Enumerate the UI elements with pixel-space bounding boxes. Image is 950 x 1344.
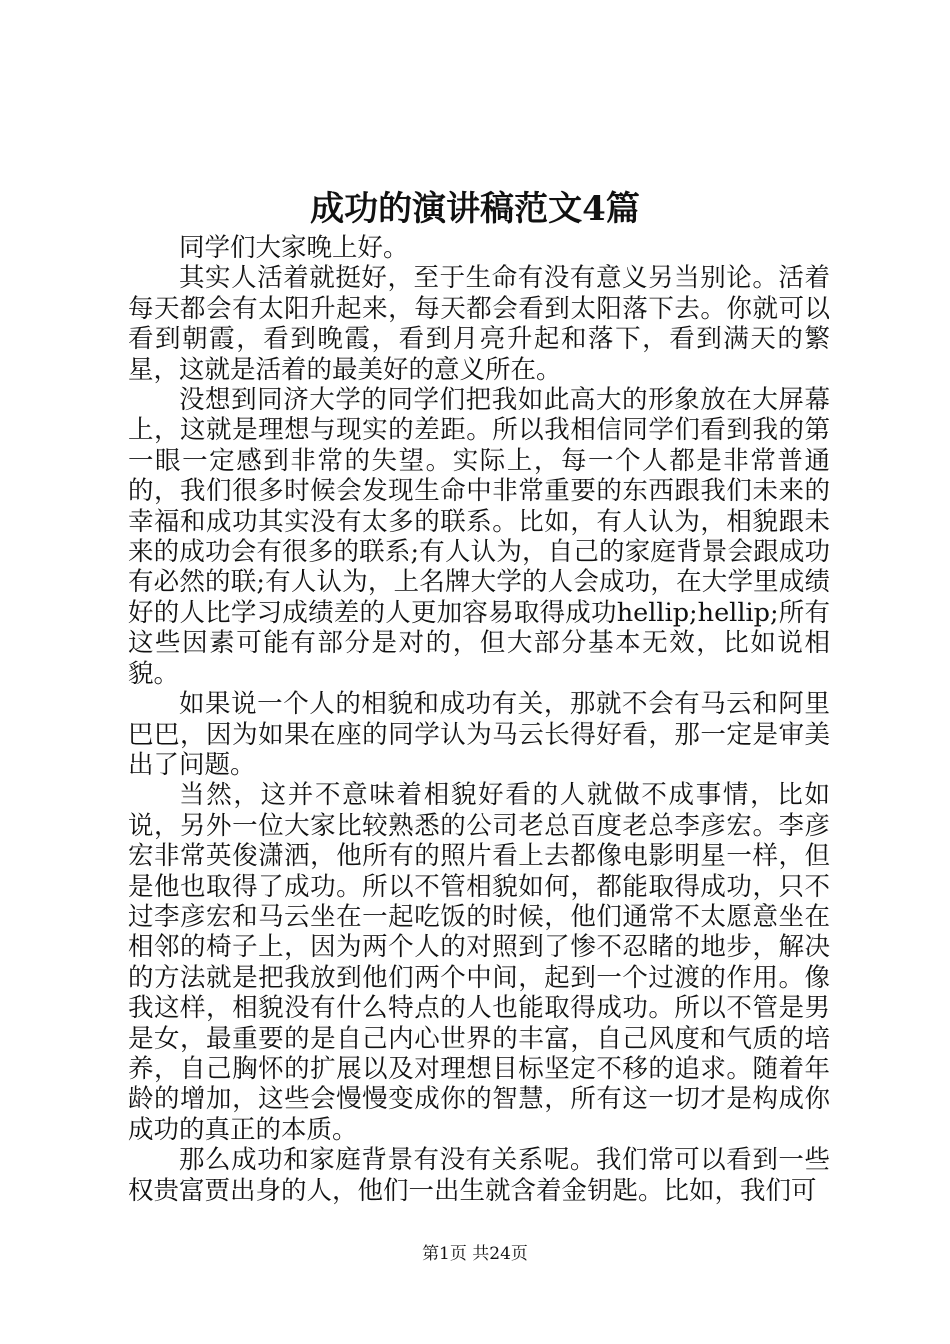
document-body [128, 233, 830, 1206]
paragraph: 如果说一个人的相貌和成功有关，那就不会有马云和阿里巴巴，因为如果在座的同学认为马云长得好看，那一定是审美出了问题。 [128, 689, 830, 780]
paragraph: 同学们大家晚上好。 [179, 233, 409, 263]
paragraph: 当然，这并不意味着相貌好看的人就做不成事情，比如说，另外一位大家比较熟悉的公司老总百度老总李彦宏。李彦宏非常英俊潇洒，他所有的照片看上去都像电影明星一样，但是他也取得了成功。所以不管相貌如何，都能取得成功，只不过李彦宏和马云坐在一起吃饭的时候，他们通常不太愿意坐在相邻的椅子上，因为两个人的对照到了惨不忍睹的地步，解决的方法就是把我放到他们两个中间，起到一个过渡的作用。像我这样，相貌没有什么特点的人也能取得成功。所以不管是男是女，最重要的是自己内心世界的丰富，自己风度和气质的培养，自己胸怀的扩展以及对理想目标坚定不移的追求。随着年龄的增加，这些会慢慢变成你的智慧，所有这一切才是构成你成功的真正的本质。 [128, 780, 830, 1145]
paragraph: 没想到同济大学的同学们把我如此高大的形象放在大屏幕上，这就是理想与现实的差距。所以我相信同学们看到我的第一眼一定感到非常的失望。实际上，每一个人都是非常普通的，我们很多时候会发现生命中非常重要的东西跟我们未来的幸福和成功其实没有太多的联系。比如，有人认为，相貌跟未来的成功会有很多的联系;有人认为，自己的家庭背景会跟成功有必然的联;有人认为，上名牌大学的人会成功，在大学里成绩好的人比学习成绩差的人更加容易取得成功hellip;hellip;所有这些因素可能有部分是对的，但大部分基本无效，比如说相貌。 [128, 385, 830, 689]
paragraph: 其实人活着就挺好，至于生命有没有意义另当别论。活着每天都会有太阳升起来，每天都会看到太阳落下去。你就可以看到朝霞，看到晚霞，看到月亮升起和落下，看到满天的繁星，这就是活着的最美好的意义所在。 [128, 263, 830, 385]
page-title: 成功的演讲稿范文4篇 [310, 189, 640, 229]
page-footer: 第1页 共24页 [422, 1244, 528, 1264]
paragraph: 那么成功和家庭背景有没有关系呢。我们常可以看到一些权贵富贾出身的人，他们一出生就含着金钥匙。比如，我们可 [128, 1145, 830, 1206]
